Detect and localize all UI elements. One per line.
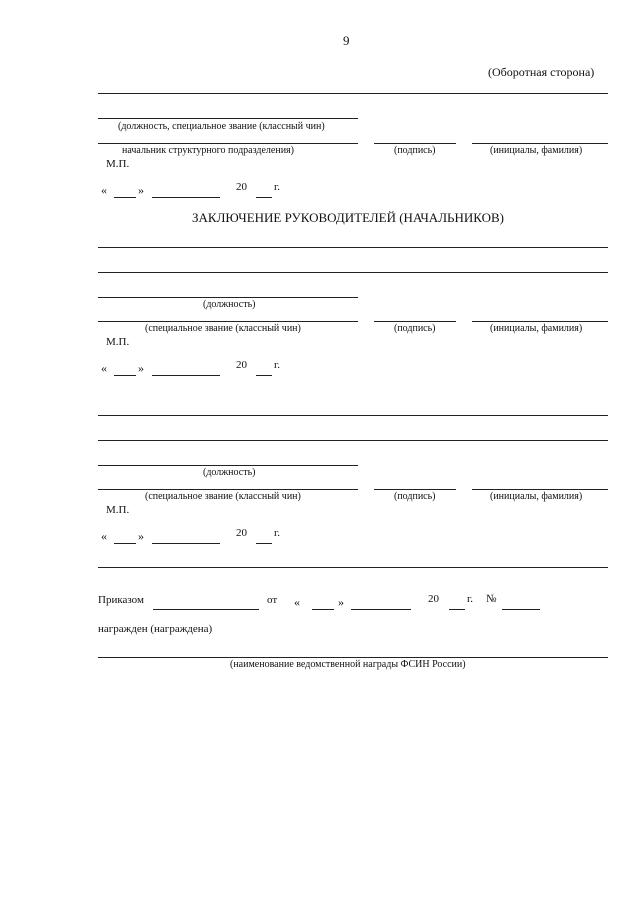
caption-initials: (инициалы, фамилия) bbox=[490, 323, 583, 334]
year-suffix: г. bbox=[467, 593, 474, 605]
caption-position: (должность, специальное звание (классный чин) bbox=[118, 121, 325, 132]
caption-signature: (подпись) bbox=[394, 145, 436, 156]
day-line[interactable] bbox=[114, 197, 136, 198]
award-name-line[interactable] bbox=[98, 657, 608, 658]
day-line[interactable] bbox=[114, 543, 136, 544]
conclusion-line[interactable] bbox=[98, 247, 608, 248]
section-heading: ЗАКЛЮЧЕНИЕ РУКОВОДИТЕЛЕЙ (НАЧАЛЬНИКОВ) bbox=[192, 210, 504, 225]
initials-line[interactable] bbox=[472, 321, 608, 322]
year-prefix: 20 bbox=[236, 359, 247, 371]
caption-head: начальник структурного подразделения) bbox=[122, 145, 294, 156]
fill-line[interactable] bbox=[98, 143, 358, 144]
fill-line[interactable] bbox=[98, 93, 608, 94]
order-label: Приказом bbox=[98, 594, 144, 606]
year-line[interactable] bbox=[449, 609, 465, 610]
awarded-label: награжден (награждена) bbox=[98, 623, 213, 635]
order-number-line[interactable] bbox=[502, 609, 540, 610]
date-quote-close: » bbox=[138, 361, 144, 375]
conclusion-line[interactable] bbox=[98, 440, 608, 441]
day-line[interactable] bbox=[114, 375, 136, 376]
caption-rank: (специальное звание (классный чин) bbox=[145, 491, 301, 502]
position-line[interactable] bbox=[98, 465, 358, 466]
order-from-label: от bbox=[267, 594, 278, 606]
date-quote-close: » bbox=[138, 529, 144, 543]
number-sign: № bbox=[486, 593, 497, 605]
signature-line[interactable] bbox=[374, 143, 456, 144]
caption-award: (наименование ведомственной награды ФСИН России) bbox=[230, 659, 466, 670]
year-line[interactable] bbox=[256, 375, 272, 376]
conclusion-line[interactable] bbox=[98, 415, 608, 416]
caption-rank: (специальное звание (классный чин) bbox=[145, 323, 301, 334]
order-issuer-line[interactable] bbox=[153, 609, 259, 610]
caption-initials: (инициалы, фамилия) bbox=[490, 145, 583, 156]
caption-signature: (подпись) bbox=[394, 323, 436, 334]
initials-line[interactable] bbox=[472, 489, 608, 490]
caption-position: (должность) bbox=[203, 467, 256, 478]
date-quote-open: « bbox=[101, 529, 107, 543]
conclusion-line[interactable] bbox=[98, 272, 608, 273]
signature-line[interactable] bbox=[374, 489, 456, 490]
date-quote-close: » bbox=[338, 595, 344, 609]
year-prefix: 20 bbox=[428, 593, 439, 605]
side-label: (Оборотная сторона) bbox=[488, 65, 595, 79]
seal-label: М.П. bbox=[106, 504, 130, 516]
rank-line[interactable] bbox=[98, 321, 358, 322]
month-line[interactable] bbox=[152, 375, 220, 376]
date-quote-open: « bbox=[294, 595, 300, 609]
signature-line[interactable] bbox=[374, 321, 456, 322]
fill-line[interactable] bbox=[98, 118, 358, 119]
position-line[interactable] bbox=[98, 297, 358, 298]
year-prefix: 20 bbox=[236, 181, 247, 193]
year-suffix: г. bbox=[274, 527, 281, 539]
date-quote-close: » bbox=[138, 183, 144, 197]
date-quote-open: « bbox=[101, 183, 107, 197]
date-quote-open: « bbox=[101, 361, 107, 375]
year-line[interactable] bbox=[256, 197, 272, 198]
year-line[interactable] bbox=[256, 543, 272, 544]
rank-line[interactable] bbox=[98, 489, 358, 490]
initials-line[interactable] bbox=[472, 143, 608, 144]
caption-signature: (подпись) bbox=[394, 491, 436, 502]
caption-position: (должность) bbox=[203, 299, 256, 310]
caption-initials: (инициалы, фамилия) bbox=[490, 491, 583, 502]
year-prefix: 20 bbox=[236, 527, 247, 539]
page-number: 9 bbox=[343, 33, 350, 48]
month-line[interactable] bbox=[152, 197, 220, 198]
day-line[interactable] bbox=[312, 609, 334, 610]
month-line[interactable] bbox=[351, 609, 411, 610]
separator-line bbox=[98, 567, 608, 568]
seal-label: М.П. bbox=[106, 336, 130, 348]
month-line[interactable] bbox=[152, 543, 220, 544]
seal-label: М.П. bbox=[106, 158, 130, 170]
year-suffix: г. bbox=[274, 359, 281, 371]
year-suffix: г. bbox=[274, 181, 281, 193]
